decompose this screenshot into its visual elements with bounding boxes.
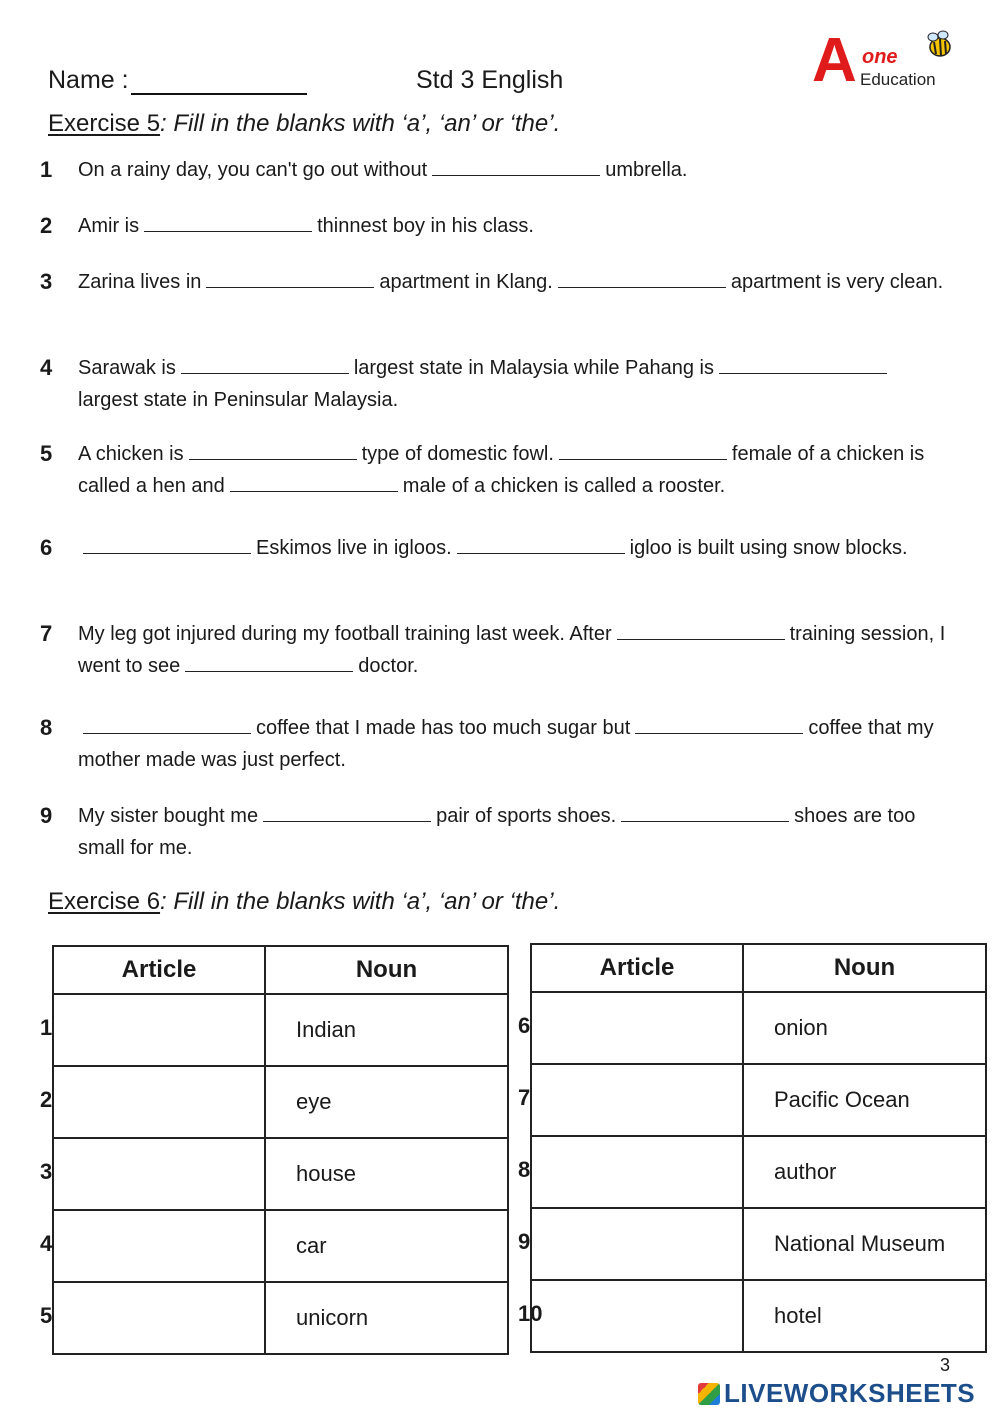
column-header-article: Article	[53, 946, 265, 994]
a-one-education-logo	[812, 28, 962, 98]
row-number: 5	[40, 1303, 53, 1328]
answer-blank[interactable]	[432, 157, 600, 176]
question-text: apartment in Klang.	[379, 271, 553, 293]
answer-blank[interactable]	[206, 269, 374, 288]
exercise-5-label: Exercise 5	[48, 110, 161, 137]
question-text: pair of sports shoes.	[436, 805, 617, 827]
noun-cell: hotel	[743, 1280, 986, 1352]
article-table-left	[40, 945, 509, 1355]
answer-blank[interactable]	[230, 473, 398, 492]
question-text: Amir is	[78, 215, 140, 237]
question-number: 9	[40, 803, 53, 828]
exercise-6-label: Exercise 6	[48, 888, 161, 915]
row-number: 6	[518, 1013, 531, 1038]
row-number: 3	[40, 1159, 53, 1184]
question-text: largest state in Peninsular Malaysia.	[78, 389, 399, 411]
liveworksheets-logo-icon	[698, 1383, 720, 1405]
exercise-5-instruction: : Fill in the blanks with ‘a’, ‘an’ or ‘the’.	[160, 110, 561, 137]
question-text: apartment is very clean.	[730, 271, 944, 293]
question-5	[40, 438, 952, 502]
answer-blank[interactable]	[457, 535, 625, 554]
column-header-noun: Noun	[265, 946, 508, 994]
question-number: 4	[40, 355, 53, 380]
article-answer-cell[interactable]	[518, 1280, 743, 1352]
noun-cell: author	[743, 1136, 986, 1208]
row-number: 9	[518, 1229, 531, 1254]
table-row	[531, 1136, 986, 1208]
question-text: doctor.	[358, 655, 419, 677]
article-answer-cell[interactable]	[40, 994, 265, 1066]
answer-blank[interactable]	[144, 213, 312, 232]
answer-blank[interactable]	[189, 441, 357, 460]
brand-text: LIVEWORKSHEETS	[724, 1378, 976, 1408]
answer-blank[interactable]	[719, 355, 887, 374]
name-label: Name :	[48, 66, 129, 94]
table-row	[53, 1066, 508, 1138]
row-number: 8	[518, 1157, 531, 1182]
noun-cell: National Museum	[743, 1208, 986, 1280]
name-field-label	[48, 66, 307, 95]
noun-cell: Pacific Ocean	[743, 1064, 986, 1136]
column-header-article: Article	[531, 944, 743, 992]
question-text: umbrella.	[605, 159, 688, 181]
question-number: 3	[40, 269, 53, 294]
answer-blank[interactable]	[617, 621, 785, 640]
question-text: thinnest boy in his class.	[317, 215, 534, 237]
question-text: On a rainy day, you can't go out without	[78, 159, 428, 181]
row-number: 1	[40, 1015, 53, 1040]
answer-blank[interactable]	[621, 803, 789, 822]
question-text: A chicken is	[78, 443, 184, 465]
question-9	[40, 800, 952, 864]
exercise-6-instruction: : Fill in the blanks with ‘a’, ‘an’ or ‘the’.	[160, 888, 561, 915]
table-row	[53, 1138, 508, 1210]
question-number: 2	[40, 213, 53, 238]
article-table-right	[518, 943, 987, 1353]
article-answer-cell[interactable]	[518, 1064, 743, 1136]
question-6	[40, 532, 952, 564]
row-number: 4	[40, 1231, 53, 1256]
question-text: Sarawak is	[78, 357, 176, 379]
table-row	[531, 1064, 986, 1136]
logo-one: one	[862, 46, 898, 68]
question-3	[40, 266, 952, 298]
article-answer-cell[interactable]	[518, 1136, 743, 1208]
question-number: 8	[40, 715, 53, 740]
row-number: 2	[40, 1087, 53, 1112]
article-answer-cell[interactable]	[518, 992, 743, 1064]
question-text: igloo is built using snow blocks.	[629, 537, 908, 559]
row-number: 10	[518, 1301, 543, 1326]
noun-cell: Indian	[265, 994, 508, 1066]
table-row	[53, 1282, 508, 1354]
noun-cell: unicorn	[265, 1282, 508, 1354]
article-answer-cell[interactable]	[40, 1210, 265, 1282]
question-text: My leg got injured during my football training last week. After	[78, 623, 612, 645]
exercise-6-heading	[48, 888, 560, 916]
question-8	[40, 712, 952, 776]
question-text: coffee that my mother made was just perfect.	[78, 717, 934, 771]
exercise-5-heading	[48, 110, 560, 138]
noun-cell: onion	[743, 992, 986, 1064]
question-number: 1	[40, 157, 53, 182]
question-7	[40, 618, 952, 682]
answer-blank[interactable]	[83, 715, 251, 734]
question-text: Zarina lives in	[78, 271, 202, 293]
article-answer-cell[interactable]	[40, 1282, 265, 1354]
answer-blank[interactable]	[181, 355, 349, 374]
answer-blank[interactable]	[559, 441, 727, 460]
row-number: 7	[518, 1085, 531, 1110]
table-row	[531, 1208, 986, 1280]
question-1	[40, 154, 952, 186]
article-answer-cell[interactable]	[40, 1138, 265, 1210]
answer-blank[interactable]	[263, 803, 431, 822]
question-text: Eskimos live in igloos.	[256, 537, 452, 559]
question-4	[40, 352, 952, 416]
answer-blank[interactable]	[558, 269, 726, 288]
answer-blank[interactable]	[83, 535, 251, 554]
logo-letter: A	[812, 26, 857, 95]
question-text: type of domestic fowl.	[361, 443, 554, 465]
bee-icon	[924, 30, 954, 60]
answer-blank[interactable]	[185, 653, 353, 672]
question-text: training session, I went to see	[78, 623, 946, 677]
question-2	[40, 210, 952, 242]
question-number: 7	[40, 621, 53, 646]
logo-education: Education	[860, 70, 936, 89]
name-blank[interactable]	[131, 71, 307, 95]
question-text: largest state in Malaysia while Pahang is	[353, 357, 714, 379]
question-text: coffee that I made has too much sugar but	[256, 717, 631, 739]
noun-cell: house	[265, 1138, 508, 1210]
question-text: male of a chicken is called a rooster.	[402, 475, 726, 497]
question-number: 6	[40, 535, 53, 560]
question-text: shoes are too small for me.	[78, 805, 916, 859]
question-text: female of a chicken is called a hen and	[78, 443, 925, 497]
question-number: 5	[40, 441, 53, 466]
page-number: 3	[940, 1355, 951, 1375]
article-answer-cell[interactable]	[518, 1208, 743, 1280]
liveworksheets-brand	[698, 1378, 975, 1409]
noun-cell: car	[265, 1210, 508, 1282]
question-text: My sister bought me	[78, 805, 259, 827]
table-row	[531, 1280, 986, 1352]
answer-blank[interactable]	[635, 715, 803, 734]
worksheet-title: Std 3 English	[416, 66, 564, 94]
table-row	[53, 994, 508, 1066]
article-answer-cell[interactable]	[40, 1066, 265, 1138]
noun-cell: eye	[265, 1066, 508, 1138]
column-header-noun: Noun	[743, 944, 986, 992]
table-row	[531, 992, 986, 1064]
table-row	[53, 1210, 508, 1282]
